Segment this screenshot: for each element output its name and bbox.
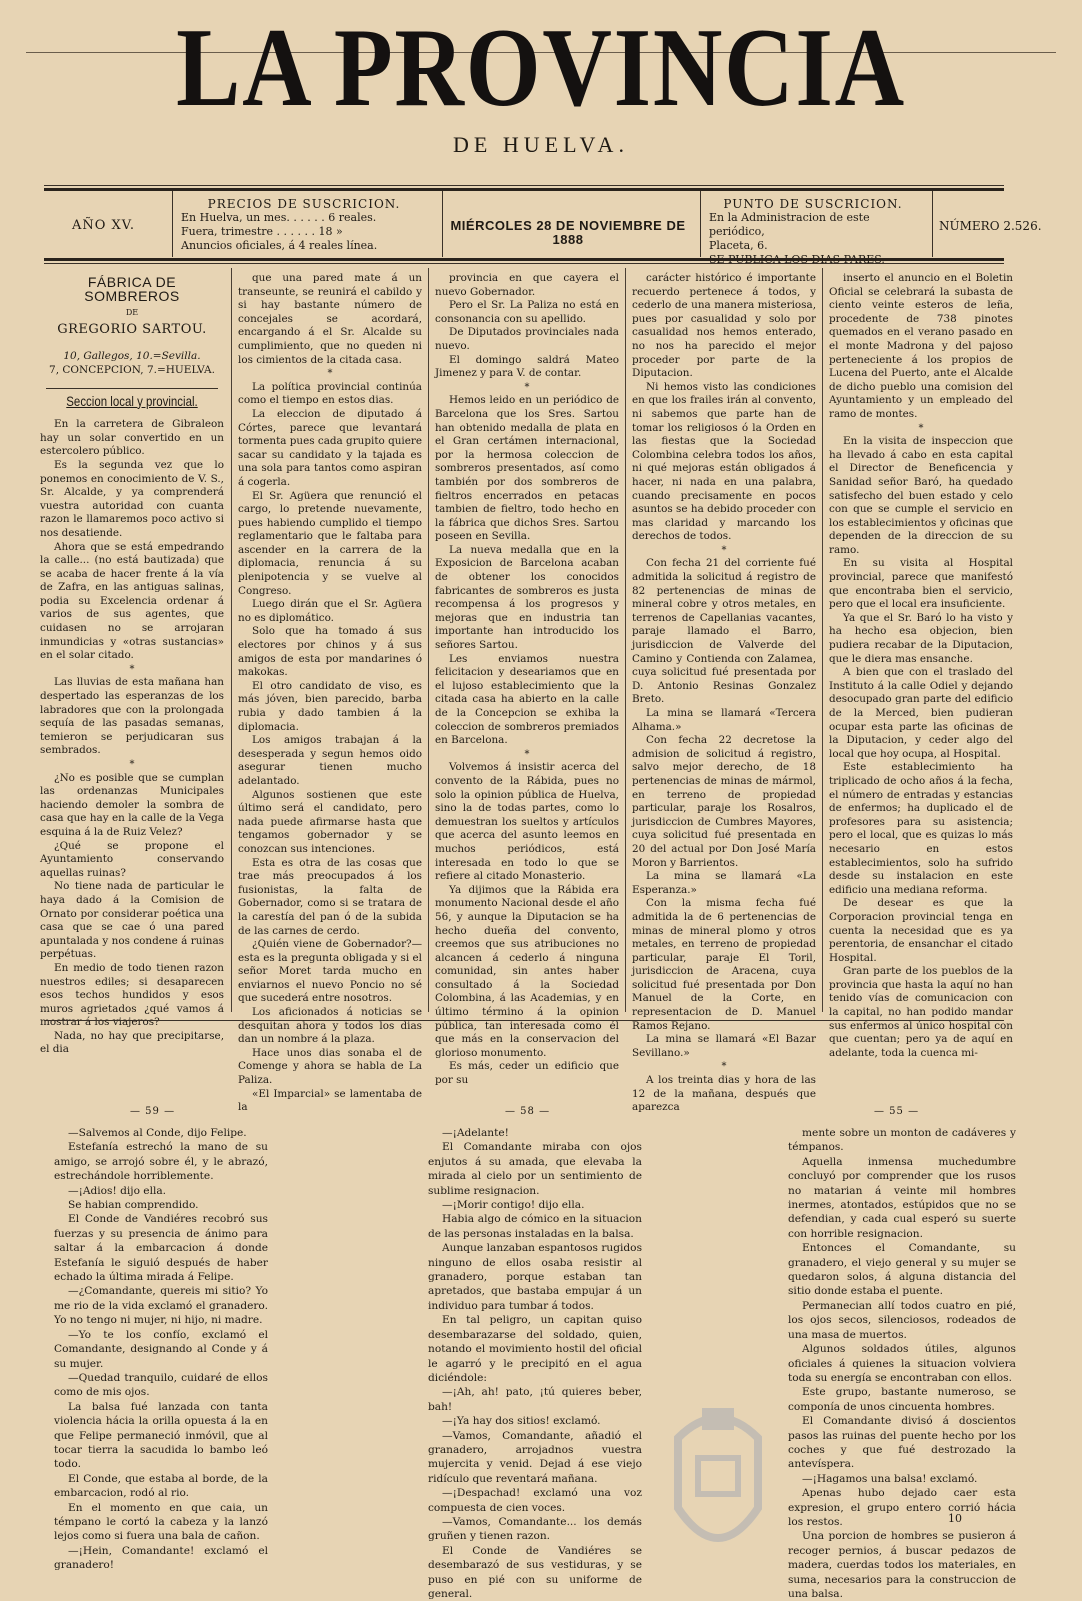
prices-cell bbox=[172, 191, 435, 257]
news-column-2 bbox=[238, 272, 423, 1114]
date-cell bbox=[442, 191, 693, 257]
paragraph: Apenas hubo dejado caer esta expresion, el grupo entero corrió hácia los restos. bbox=[788, 1487, 1016, 1528]
masthead bbox=[0, 6, 1082, 158]
news-column-3 bbox=[435, 272, 619, 1087]
paragraph: Las lluvias de esta mañana han despertado las esperanzas de los labradores que con la prolongada sequía de las pasadas semanas, temieron se perjudicaran sus sembrados. bbox=[40, 676, 224, 757]
folletin-column-1 bbox=[54, 1126, 268, 1572]
paragraph: Entonces el Comandante, su granadero, el viejo general y su mujer se quedaron solos, á alguna distancia del sitio donde estaba el puente. bbox=[788, 1242, 1016, 1298]
paragraph: La política provincial continúa como el tiempo en estos dias. bbox=[238, 380, 422, 407]
paragraph: mente sobre un monton de cadáveres y témpanos. bbox=[788, 1127, 1016, 1154]
paragraph: —Yo te los confío, exclamó el Comandante, designando al Conde y á su mujer. bbox=[54, 1328, 268, 1370]
paragraph: Volvemos á insistir acerca del convento de la Rábida, pues no solo la opinion pública de Huelva, sino la de todas partes, como lo demuestran los sueltos y artículos que acerca del asunto leemos en muchos periódicos, está interesada en todo lo que se refiere al citado Monasterio. bbox=[435, 761, 619, 883]
paragraph: inserto el anuncio en el Boletin Oficial se celebrará la subasta de ciento veinte esteros de leña, procedente de 738 pinotes quemados en el verano pasado en el monte Madrona y del pajoso perteneciente á los propios de Lucena del Puerto, ante el Alcalde de dicho pueblo una comision del Ayuntamiento y un empleado del ramo de montes. bbox=[829, 272, 1013, 420]
paragraph: —Vamos, Comandante... los demás gruñen y tienen razon. bbox=[428, 1515, 642, 1543]
masthead-title: LA PROVINCIA bbox=[176, 6, 906, 130]
paragraph: ¿Quién viene de Gobernador?—esta es la pregunta obligada y si el señor Moret tarda mucho en enviarnos el nuevo Poncio no sé que sucederá entre nosotros. bbox=[238, 938, 422, 1005]
paragraph: Hemos leido en un periódico de Barcelona que los Sres. Sartou han obtenido medalla de plata en el Gran certámen internacional, por la hermosa coleccion de sombreros presentados, así como también por dos sombreros de fieltros encerrados en petacas tambien de fieltro, todo hecho en la fábrica que dichos Sres. Sartou poseen en Sevilla. bbox=[435, 394, 619, 543]
paragraph: En tal peligro, un capitan quiso desembarazarse del soldado, quien, notando el movimiento hostil del oficial le agarró y le precipitó en el agua diciéndole: bbox=[428, 1314, 642, 1384]
issue-date: MIÉRCOLES 28 DE NOVIEMBRE DE 1888 bbox=[450, 218, 686, 247]
column-3-text bbox=[435, 272, 619, 1088]
paragraph: Les enviamos nuestra felicitacion y deseariamos que en el lujoso establecimiento que la citada casa ha abierto en la calle de la Concepcion se exhiba la coleccion de sombreros premiados en Barcelona. bbox=[435, 652, 619, 747]
year-label: AÑO XV. bbox=[72, 218, 136, 233]
column-divider bbox=[625, 268, 626, 1012]
paragraph: Algunos sostienen que este último será el candidato, pero nada puede afirmarse hasta que tengamos gobernador y se conozcan sus intenciones. bbox=[238, 788, 422, 855]
paragraph: Ya que el Sr. Baró lo ha visto y ha hecho esa objecion, bien pudiera recabar de la Diputacion, que le diera mas ensanche. bbox=[829, 611, 1013, 665]
folletin-separator bbox=[44, 1020, 1004, 1021]
paragraph: No tiene nada de particular le haya dado á la Comision de Ornato por considerar poética una casa que se cae ó una pared apuntalada y nos condene á ruinas perpétuas. bbox=[40, 880, 224, 961]
paragraph: carácter histórico é importante recuerdo pertenece á todos, y cederlo de una manera misteriosa, pues por casualidad y solo por casualidad nos hemos enterado, no nos ha parecido el mejor proceder por parte de la Diputacion. bbox=[632, 272, 816, 380]
prices-heading: PRECIOS DE SUSCRICION. bbox=[207, 197, 401, 211]
paragraph: Algunos soldados útiles, algunos oficiales á quienes la situacion volviera toda su energía se encontraban con ellos. bbox=[788, 1343, 1016, 1384]
paragraph: Los aficionados á noticias se desquitan ahora y todos los dias dan un nombre á la plaza. bbox=[238, 1006, 422, 1046]
paragraph: Es más, ceder un edificio que por su bbox=[435, 1060, 619, 1087]
column-divider bbox=[231, 268, 232, 1012]
paragraph: La mina se llamará «El Bazar Sevillano.» bbox=[632, 1033, 816, 1059]
number-cell bbox=[932, 191, 1042, 257]
paragraph: Permanecian allí todos cuatro en pié, los ojos secos, silenciosos, rodeados de una masa de muertos. bbox=[788, 1299, 1016, 1341]
paragraph: Una porcion de hombres se pusieron á recoger pernios, á buscar pedazos de madera, cuerdas todos los materiales, en suma, necesarios para la construccion de una balsa. bbox=[788, 1530, 1016, 1600]
info-bottom-rule-thin bbox=[44, 263, 1004, 264]
section-break: * bbox=[129, 663, 135, 675]
page-number: 10 bbox=[948, 1512, 962, 1525]
paragraph: Estefanía estrechó la mano de su amigo, se arrojó sobre él, y le abrazó, estrechándole horriblemente. bbox=[54, 1141, 268, 1183]
paragraph: La balsa fué lanzada con tanta violencia hácia la orilla opuesta á la en que Felipe permaneció inmóvil, que al tocar tierra la sacudida lo bambo leó todo. bbox=[54, 1400, 268, 1471]
ad-address-huelva: 7, CONCEPCION, 7.=HUELVA. bbox=[49, 363, 215, 376]
paragraph: El Comandante divisó á doscientos pasos las ruinas del puente hecho por los coches y que fué destrozado la antevíspera. bbox=[788, 1415, 1016, 1471]
paragraph: —Salvemos al Conde, dijo Felipe. bbox=[68, 1127, 247, 1139]
paragraph: —¡Ah, ah! pato, ¡tú quieres beber, bah! bbox=[428, 1386, 642, 1413]
subscription-line-3: SE PUBLICA LOS DIAS PARES. bbox=[709, 253, 885, 266]
crest-icon bbox=[668, 1398, 768, 1568]
paragraph: Pero el Sr. La Paliza no está en consonancia con su apellido. bbox=[435, 299, 619, 325]
paragraph: Se habian comprendido. bbox=[68, 1199, 199, 1212]
paragraph: Aunque lanzaban espantosos rugidos ninguno de ellos osaba resistir al granadero, porque estaban tan apretados, que bastaba empujar á un individuo para tumbar á todos. bbox=[428, 1242, 642, 1312]
section-break: * bbox=[524, 748, 530, 760]
paragraph: ¿No es posible que se cumplan las ordenanzas Municipales haciendo demoler la sombra de casa que hay en la calle de la Vega esquina á la de Ruiz Velez? bbox=[40, 771, 224, 838]
paragraph: De Diputados provinciales nada nuevo. bbox=[435, 326, 619, 352]
paragraph: Con fecha 21 del corriente fué admitida la solicitud á registro de 82 pertenencias de minas de mineral cobre y otros metales, en terrenos de Capellanias vacantes, paraje llamado el Barro, jurisdiccion de Valverde del Camino y Contienda con Zalamea, cuya solicitud fué presentada por D. Antonio Resinas Gonzalez Breto. bbox=[632, 557, 816, 706]
paragraph: La nueva medalla que en la Exposicion de Barcelona acaban de obtener los conocidos fabricantes de sombreros es justa recompensa á los progresos y mejoras que en industria tan importante han introducido los señores Sartou. bbox=[435, 543, 619, 652]
paragraph: A los treinta dias y hora de las 12 de la mañana, después que aparezca bbox=[632, 1074, 816, 1114]
ad-address-sevilla: 10, Gallegos, 10.=Sevilla. bbox=[63, 350, 201, 363]
paragraph: El Conde de Vandiéres se desembarazó de sus vestiduras, y se puso en pié con su uniforme de general. bbox=[428, 1544, 642, 1600]
folletin-1-text bbox=[54, 1126, 268, 1573]
paragraph: A bien que con el traslado del Instituto á la calle Odiel y dejando desocupado gran parte del edificio de la Merced, bien pudieran ocupar esta parte las oficinas de la Diputacion, y ceder algo del local que hoy ocupa, al Hospital. bbox=[829, 666, 1013, 760]
paragraph: Ya dijimos que la Rábida era monumento Nacional desde el año 56, y aunque la Diputacion se ha hecho dueña del convento, creemos que sus atribuciones no alcancen á cederlo á ninguna comunidad, sin antes haber consultado á la Sociedad Colombina, á las Academias, y en último término á la opinion pública, tan interesada como él que más en la conservacion del glorioso monumento. bbox=[435, 883, 619, 1059]
paragraph: —¡Adelante! bbox=[442, 1127, 509, 1139]
paragraph: «El Imparcial» se lamentaba de la bbox=[238, 1087, 422, 1114]
paragraph: Esta es otra de las cosas que trae más preocupados á los fusionistas, la falta de Gobernador, como si se tratara de la carestía del pan ó de la subida de las carnes de cerdo. bbox=[238, 856, 422, 937]
section-break: * bbox=[721, 544, 727, 556]
archive-watermark-logo bbox=[668, 1398, 1008, 1568]
price-line-2: Fuera, trimestre . . . . . . 18 » bbox=[181, 225, 343, 238]
folletin-column-2 bbox=[428, 1126, 642, 1600]
paragraph: —Quedad tranquilo, cuidaré de ellos como de mis ojos. bbox=[54, 1371, 268, 1399]
issue-number: NÚMERO 2.526. bbox=[939, 219, 1042, 233]
section-break: * bbox=[918, 422, 924, 434]
paragraph: provincia en que cayera el nuevo Gobernador. bbox=[435, 272, 619, 298]
paragraph: De desear es que la Corporacion provincial tenga en cuenta la necesidad que es ya perentoria, de ensanchar el citado Hospital. bbox=[829, 897, 1013, 964]
column-divider bbox=[428, 268, 429, 1012]
paragraph: —¡Morir contigo! dijo ella. bbox=[442, 1199, 585, 1212]
paragraph: —¡Hein, Comandante! exclamó el granadero! bbox=[54, 1544, 268, 1572]
column-1-text bbox=[40, 418, 224, 1057]
paragraph: —¿Comandante, quereis mi sitio? Yo me rio de la vida exclamó el granadero. Yo no tengo ni mujer, ni hijo, ni madre. bbox=[54, 1285, 268, 1327]
price-line-1: En Huelva, un mes. . . . . . 6 reales. bbox=[181, 211, 377, 224]
column-5-text bbox=[829, 272, 1013, 1060]
paragraph: El Sr. Agüera que renunció el cargo, lo pretende nuevamente, pues habiendo cumplido el tiempo reglamentario que le faltaba para ascender en la carrera de la diplomacia, renuncia á su plenipotencia y se vuelve al Congreso. bbox=[238, 489, 422, 597]
paragraph: En la visita de inspeccion que ha llevado á cabo en esta capital el Director de Beneficencia y Sanidad señor Baró, ha quedado satisfecho del buen estado y celo con que se cumple el servicio en los establecimientos y oficinas que dependen de la direccion de su ramo. bbox=[829, 435, 1013, 556]
ad-divider bbox=[46, 388, 218, 389]
section-break: * bbox=[327, 368, 333, 380]
paragraph: En su visita al Hospital provincial, parece que manifestó que encontraba bien el servicio, pero que el local era insuficiente. bbox=[829, 557, 1013, 611]
news-column-4 bbox=[632, 272, 816, 1114]
paragraph: La mina se llamará «Tercera Alhama.» bbox=[632, 707, 816, 733]
subscription-heading: PUNTO DE SUSCRICION. bbox=[723, 197, 903, 211]
news-column-1 bbox=[40, 272, 224, 1056]
section-break: * bbox=[524, 381, 530, 393]
ad-title: FÁBRICA DE SOMBREROS bbox=[84, 274, 180, 304]
subscription-line-1: En la Administracion de este periódico, bbox=[709, 211, 870, 238]
hat-factory-ad bbox=[40, 276, 224, 389]
year-cell bbox=[44, 191, 164, 257]
paragraph: En la carretera de Gibraleon hay un solar convertido en un estercolero público. bbox=[40, 418, 224, 458]
paragraph: En el momento en que caia, un témpano le cortó la cabeza y la lanzó lejos como si fuera una bala de cañon. bbox=[54, 1501, 268, 1543]
paragraph: Solo que ha tomado á sus electores por chinos y á sus amigos de esta por mandarines ó makokas. bbox=[238, 625, 422, 679]
paragraph: Aquella inmensa muchedumbre concluyó por comprender que los rusos no matarian á veinte mil hombres inermes, atontados, estúpidos que no se defendian, y cada cual esperó su suerte con horrible resignacion. bbox=[788, 1155, 1016, 1240]
paragraph: —¡Despachad! exclamó una voz compuesta de cien voces. bbox=[428, 1487, 642, 1514]
folio-58: — 58 — bbox=[505, 1106, 551, 1117]
paragraph: —¡Adios! dijo ella. bbox=[68, 1184, 167, 1197]
section-title: Seccion local y provincial. bbox=[66, 392, 198, 409]
folio-59: — 59 — bbox=[130, 1106, 176, 1117]
masthead-subtitle: DE HUELVA. bbox=[453, 132, 629, 157]
paragraph: Nada, no hay que precipitarse, el dia bbox=[40, 1029, 224, 1056]
ad-owner-name: GREGORIO SARTOU. bbox=[57, 321, 207, 337]
column-2-text bbox=[238, 272, 422, 1115]
folio-55: — 55 — bbox=[874, 1106, 920, 1117]
paragraph: En medio de todo tienen razon nuestros ediles; si desaparecen esos techos hundidos y esos muros agrietados ¿qué vamos á mostrar á los viajeros? bbox=[40, 961, 224, 1029]
ad-de: DE bbox=[125, 308, 139, 318]
paragraph: —Vamos, Comandante, añadió el granadero, arrojadnos vuestra mujercita y venid. Dejad á ese viejo ridículo que reventará mañana. bbox=[428, 1429, 642, 1485]
subscription-cell bbox=[700, 191, 925, 266]
paragraph: —¡Ya hay dos sitios! exclamó. bbox=[442, 1415, 601, 1428]
paragraph: Con fecha 22 decretose la admision de solicitud á registro, salvo mejor derecho, de 18 pertenencias de minas de mármol, en terreno de propiedad particular, paraje los Rosalros, jurisdiccion de Cumbres Mayores, cuya solicitud fué presentada en 20 del actual por Don José María Moron y Barrientos. bbox=[632, 734, 816, 869]
paragraph: El Conde de Vandiéres recobró sus fuerzas y su presencia de ánimo para saltar á la embarcacion á donde Estefanía le siguió después de haber echado la última mirada á Felipe. bbox=[54, 1213, 268, 1284]
news-column-5 bbox=[829, 272, 1013, 1059]
paragraph: Es la segunda vez que lo ponemos en conocimiento de V. S., Sr. Alcalde, y ya comprenderá vuestra autoridad con cuanta razon le llamaremos poco activo si nos desatiende. bbox=[40, 458, 224, 539]
paragraph: ¿Qué se propone el Ayuntamiento conservando aquellas ruinas? bbox=[40, 839, 224, 879]
price-line-3: Anuncios oficiales, á 4 reales línea. bbox=[181, 239, 378, 252]
paragraph: El domingo saldrá Mateo Jimenez y para V. de contar. bbox=[435, 353, 619, 380]
section-break: * bbox=[129, 759, 135, 770]
paragraph: El Comandante miraba con ojos enjutos á su amada, que elevaba la mirada al cielo por un sentimiento de sublime resignacion. bbox=[428, 1141, 642, 1197]
paragraph: El otro candidato de viso, es más jóven, bien parecido, barba rubia y dado tambien á la diplomacia. bbox=[238, 679, 422, 733]
paragraph: Este grupo, bastante numeroso, se componía de unos cincuenta hombres. bbox=[788, 1386, 1016, 1413]
paragraph: Con la misma fecha fué admitida la de 6 pertenencias de minas de mineral plomo y otros metales, en terreno de propiedad particular, paraje El Toril, jurisdiccion de Aracena, cuya solicitud fué presentada por Don Manuel de la Corte, en representacion de D. Manuel Ramos Rejano. bbox=[632, 897, 816, 1032]
paragraph: El Conde, que estaba al borde, de la embarcacion, rodó al rio. bbox=[54, 1472, 268, 1500]
paragraph: Hace unos dias sonaba el de Comenge y ahora se habla de La Paliza. bbox=[238, 1046, 422, 1087]
paragraph: Gran parte de los pueblos de la provincia que hasta la aquí no han tenido vías de comunicacion con la capital, no han podido mandar sus enfermos al único hospital con que cuentan; pero ya de aquí en adelante, toda la cuenca mi- bbox=[829, 965, 1013, 1059]
paragraph: Ni hemos visto las condiciones en que los frailes irán al convento, ni sabemos que parte han de tomar los religiosos ó la Orden en las fiestas que la Sociedad Colombina celebra todos los años, ni qué mejoras están obligados á hacer, ni nada en una palabra, cuando precisamente en pocos asuntos se ha debido proceder con mas claridad y marcando los derechos de todos. bbox=[632, 380, 816, 543]
column-4-text bbox=[632, 272, 816, 1115]
info-top-rule bbox=[44, 185, 1004, 186]
folletin-2-text bbox=[428, 1126, 642, 1601]
paragraph: que una pared mate á un transeunte, se reunirá el cabildo y si hay bastante número de concejales se acordará, encargando á el Sr. Alcalde su cumplimiento, que no queden ni los cimientos de la citada casa. bbox=[238, 272, 422, 366]
paragraph: La mina se llamará «La Esperanza.» bbox=[632, 870, 816, 896]
paragraph: —¡Hagamos una balsa! exclamó. bbox=[802, 1472, 978, 1485]
paragraph: La eleccion de diputado á Córtes, parece que levantará tormenta pues cada grupito quiere sacar su candidato y la tajada es una sola para tantos como aspiran á cogerla. bbox=[238, 407, 423, 488]
section-break: * bbox=[721, 1061, 727, 1073]
paragraph: Luego dirán que el Sr. Agüera no es diplomático. bbox=[238, 598, 422, 624]
paragraph: Ahora que se está empedrando la calle... (no está bautizada) que se acaba de hacer frente á la vía de Zafra, en las antiguas salinas, podia su Excelencia ordenar á varios de sus agentes, que cuidasen no se arrojaran inmundicias y «otras sustancias» en el solar citado. bbox=[40, 540, 224, 662]
paragraph: Este establecimiento ha triplicado de ocho años á la fecha, el número de entradas y estancias de enfermos; ha duplicado el de profesores para su asistencia; pero el local, que es quizas lo más necesario en estos establecimientos, solo ha sufrido desde su instalacion en este edificio una mediana reforma. bbox=[829, 761, 1013, 896]
paragraph: Habia algo de cómico en la situacion de las personas instaladas en la balsa. bbox=[428, 1213, 642, 1240]
paragraph: Los amigos trabajan á la desesperada y segun hemos oido asegurar tienen mucho adelantado. bbox=[238, 734, 422, 787]
subscription-line-2: Placeta, 6. bbox=[709, 239, 768, 252]
info-band bbox=[44, 191, 1042, 266]
info-bottom-rule bbox=[44, 258, 1004, 261]
column-divider bbox=[822, 268, 823, 1012]
